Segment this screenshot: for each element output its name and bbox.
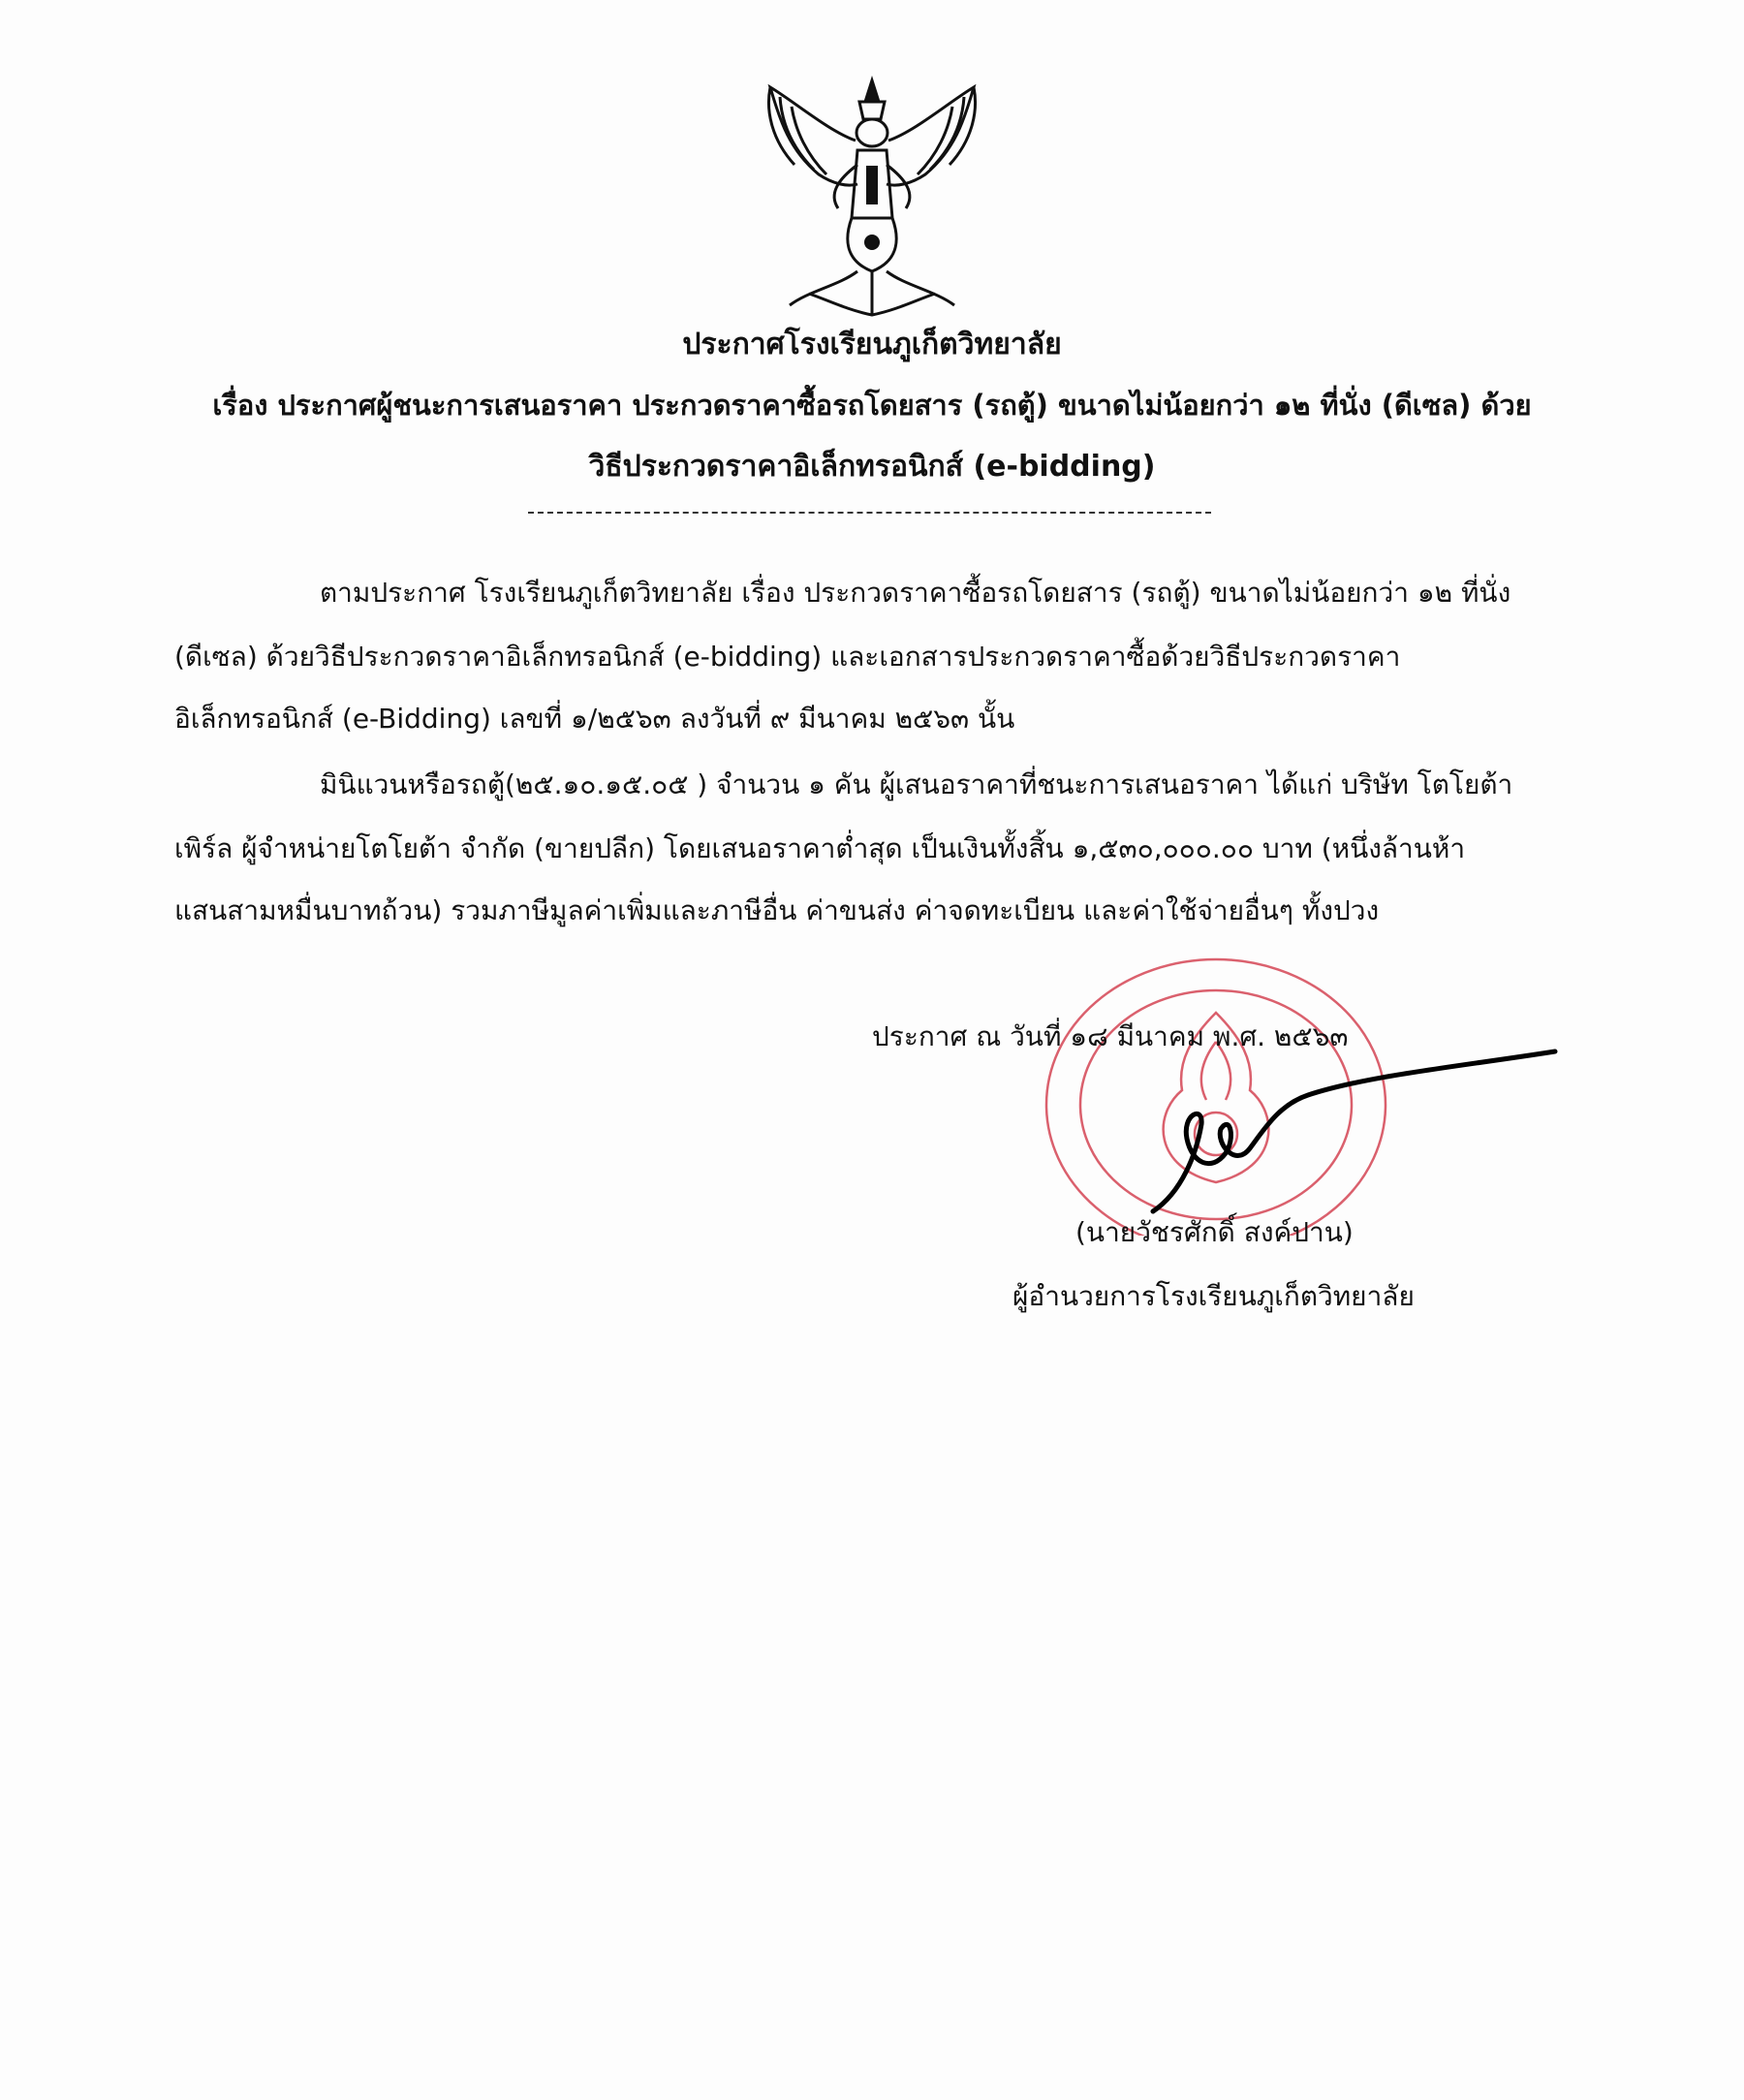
body-paragraph-1-line-2: (ดีเซล) ด้วยวิธีประกวดราคาอิเล็กทรอนิกส์ (e-bidding) และเอกสารประกวดราคาซื้อด้วยวิธีประกวดราคา [174,641,1401,673]
signatory-position: ผู้อำนวยการโรงเรียนภูเก็ตวิทยาลัย [1012,1280,1415,1312]
body-paragraph-1-line-1: ตามประกาศ โรงเรียนภูเก็ตวิทยาลัย เรื่อง ประกวดราคาซื้อรถโดยสาร (รถตู้) ขนาดไม่น้อยกว่า ๑๒ ที่นั่ง [320,577,1511,609]
signatory-name: (นายวัชรศักดิ์ สงค์ปาน) [1075,1216,1354,1248]
body-paragraph-2-line-3: แสนสามหมื่นบาทถ้วน) รวมภาษีมูลค่าเพิ่มและภาษีอื่น ค่าขนส่ง ค่าจดทะเบียน และค่าใช้จ่ายอื่นๆ ทั้งปวง [174,894,1380,926]
dashed-divider [528,512,1211,514]
announcement-title: ประกาศโรงเรียนภูเก็ตวิทยาลัย [682,328,1062,361]
subject-line-2: วิธีประกวดราคาอิเล็กทรอนิกส์ (e-bidding) [588,450,1156,484]
subject-line-1: เรื่อง ประกาศผู้ชนะการเสนอราคา ประกวดราคาซื้อรถโดยสาร (รถตู้) ขนาดไม่น้อยกว่า ๑๒ ที่นั่ง (ดีเซล) ด้วย [212,389,1532,422]
body-paragraph-1-line-3: อิเล็กทรอนิกส์ (e-Bidding) เลขที่ ๑/๒๕๖๓ ลงวันที่ ๙ มีนาคม ๒๕๖๓ นั้น [174,703,1015,735]
body-paragraph-2-line-2: เพิร์ล ผู้จำหน่ายโตโยต้า จำกัด (ขายปลีก) โดยเสนอราคาต่ำสุด เป็นเงินทั้งสิ้น ๑,๕๓๐,๐๐๐.๐๐ บาท (หนึ่งล้านห้า [174,832,1466,864]
announcement-date: ประกาศ ณ วันที่ ๑๘ มีนาคม พ.ศ. ๒๕๖๓ [872,1020,1349,1052]
body-paragraph-2-line-1: มินิแวนหรือรถตู้(๒๕.๑๐.๑๕.๐๕ ) จำนวน ๑ คัน ผู้เสนอราคาที่ชนะการเสนอราคา ได้แก่ บริษัท โตโยต้า [320,768,1513,800]
signature-icon [1143,1047,1570,1221]
garuda-emblem-icon [751,73,993,325]
